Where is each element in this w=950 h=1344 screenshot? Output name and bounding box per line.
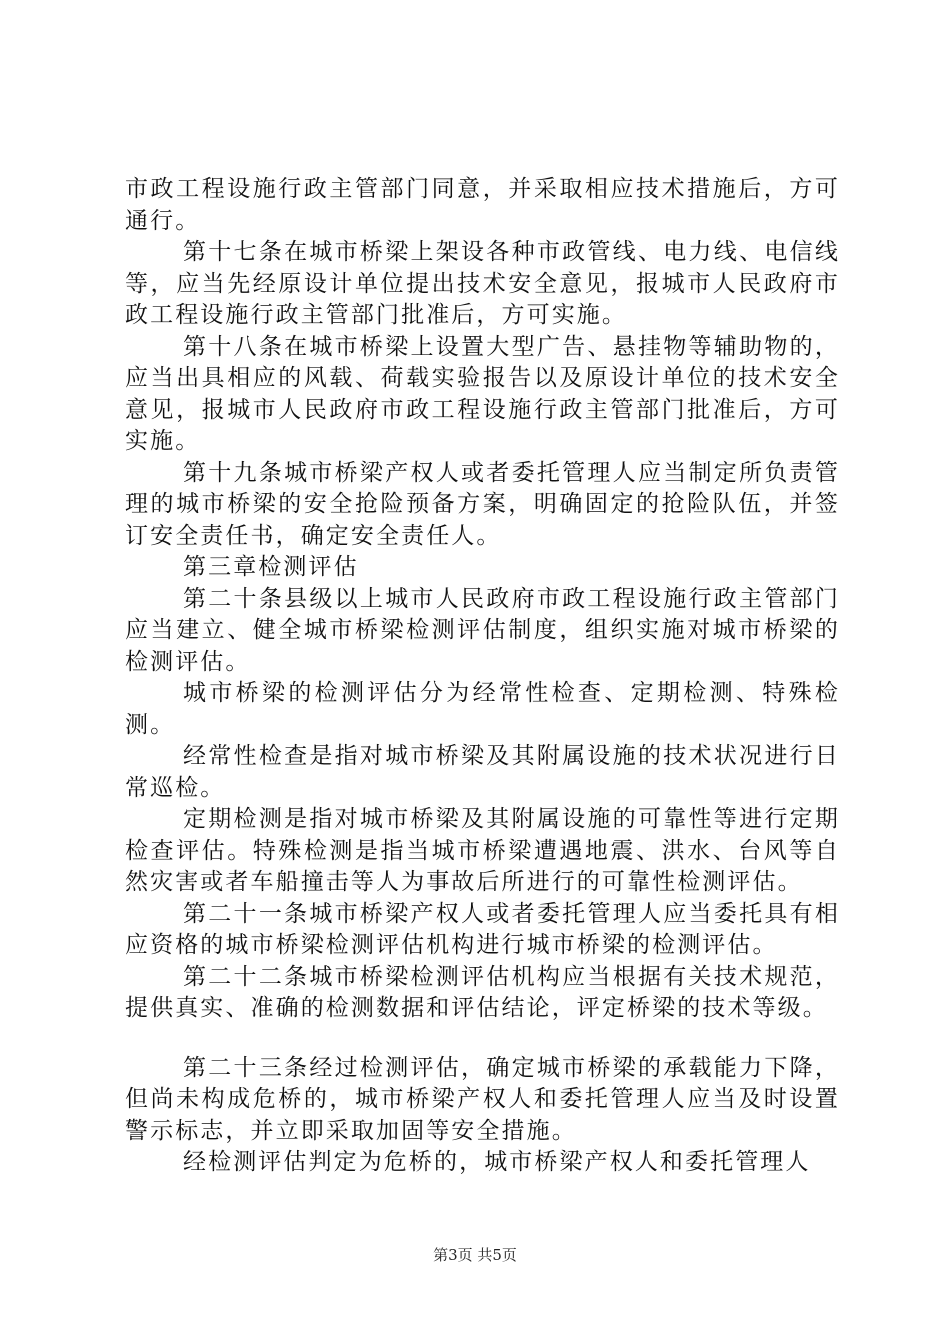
paragraph-article-19: 第十九条城市桥梁产权人或者委托管理人应当制定所负责管理的城市桥梁的安全抢险预备方案，明确固定的抢险队伍，并签订安全责任书，确定安全责任人。 xyxy=(125,459,840,549)
paragraph-continuation: 市政工程设施行政主管部门同意，并采取相应技术措施后，方可通行。 xyxy=(125,176,840,234)
chapter-heading: 第三章检测评估 xyxy=(183,554,359,580)
paragraph-article-22: 第二十二条城市桥梁检测评估机构应当根据有关技术规范，提供真实、准确的检测数据和评估结论，评定桥梁的技术等级。 xyxy=(125,963,840,1021)
paragraph-gap xyxy=(125,1025,840,1053)
paragraph-article-20: 第二十条县级以上城市人民政府市政工程设施行政主管部门应当建立、健全城市桥梁检测评估制度，组织实施对城市桥梁的检测评估。 xyxy=(125,585,840,675)
paragraph-inspection-types: 城市桥梁的检测评估分为经常性检查、定期检测、特殊检测。 xyxy=(125,680,840,738)
paragraph-routine-inspection: 经常性检查是指对城市桥梁及其附属设施的技术状况进行日常巡检。 xyxy=(125,743,840,801)
document-body xyxy=(125,174,840,1179)
paragraph-article-21: 第二十一条城市桥梁产权人或者委托管理人应当委托具有相应资格的城市桥梁检测评估机构进行城市桥梁的检测评估。 xyxy=(125,900,840,958)
paragraph-periodic-special-inspection: 定期检测是指对城市桥梁及其附属设施的可靠性等进行定期检查评估。特殊检测是指当城市桥梁遭遇地震、洪水、台风等自然灾害或者车船撞击等人为事故后所进行的可靠性检测评估。 xyxy=(125,806,840,895)
paragraph-article-17: 第十七条在城市桥梁上架设各种市政管线、电力线、电信线等，应当先经原设计单位提出技术安全意见，报城市人民政府市政工程设施行政主管部门批准后，方可实施。 xyxy=(125,239,840,328)
paragraph-article-18: 第十八条在城市桥梁上设置大型广告、悬挂物等辅助物的，应当出具相应的风载、荷载实验报告以及原设计单位的技术安全意见，报城市人民政府市政工程设施行政主管部门批准后，方可实施。 xyxy=(125,333,840,454)
paragraph-dangerous-bridge: 经检测评估判定为危桥的，城市桥梁产权人和委托管理人 xyxy=(183,1149,811,1175)
page-number-footer: 第3页 共5页 xyxy=(433,1246,517,1264)
paragraph-article-23: 第二十三条经过检测评估，确定城市桥梁的承载能力下降，但尚未构成危桥的，城市桥梁产权人和委托管理人应当及时设置警示标志，并立即采取加固等安全措施。 xyxy=(125,1054,840,1144)
